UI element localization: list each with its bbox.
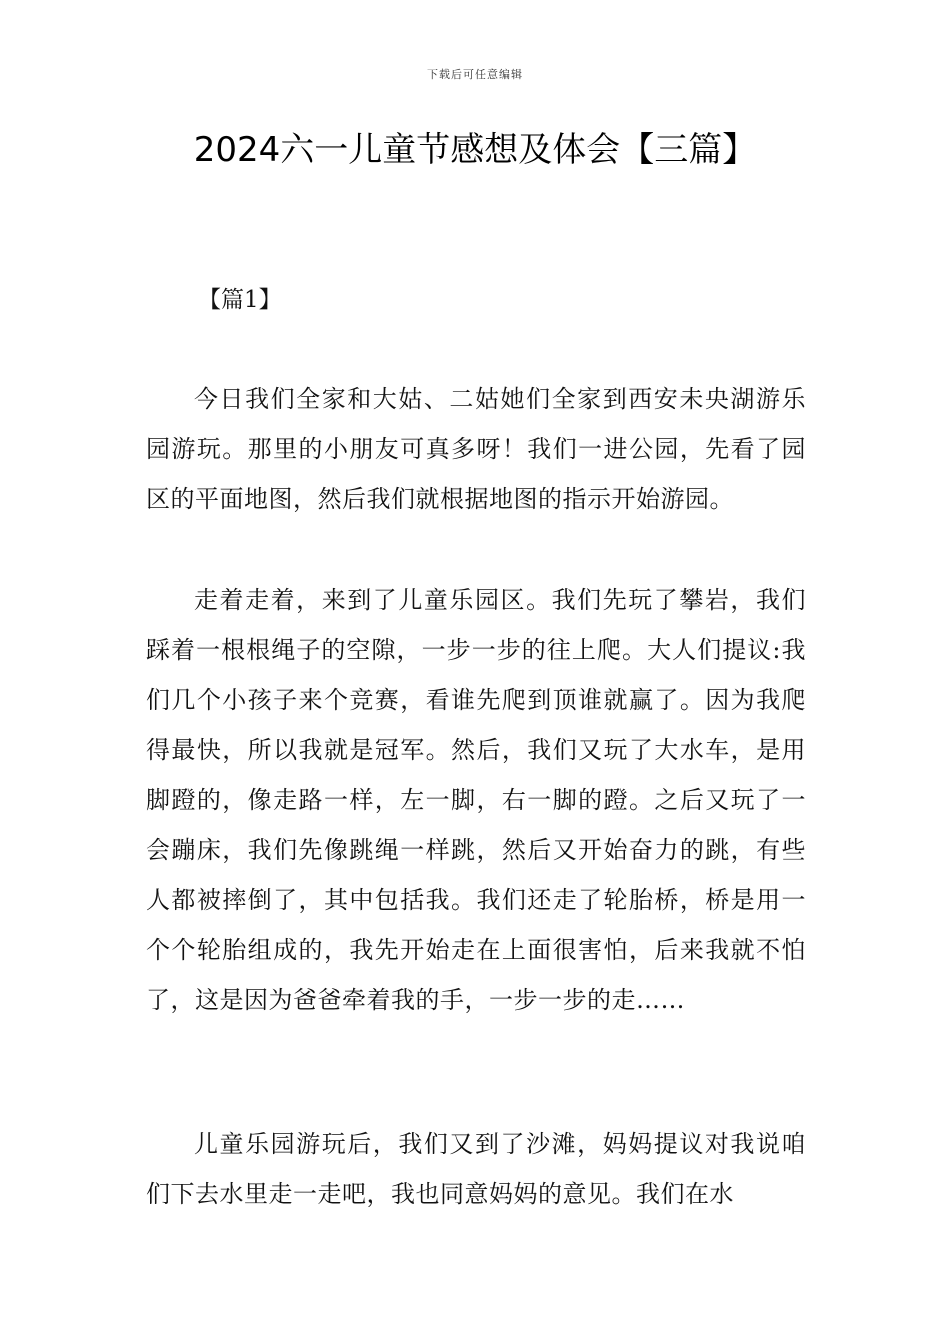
document-title: 2024六一儿童节感想及体会【三篇】 — [193, 130, 757, 170]
section-label: 【篇1】 — [198, 287, 282, 313]
paragraph-3: 儿童乐园游玩后，我们又到了沙滩，妈妈提议对我说咱们下去水里走一走吧，我也同意妈妈的意见。我们在水 — [146, 1130, 806, 1208]
page-header-note: 下载后可任意编辑 — [427, 68, 523, 81]
paragraph-2: 走着走着，来到了儿童乐园区。我们先玩了攀岩，我们踩着一根根绳子的空隙，一步一步的往上爬。大人们提议:我们几个小孩子来个竞赛，看谁先爬到顶谁就赢了。因为我爬得最快，所以我就是冠军。然后，我们又玩了大水车，是用脚蹬的，像走路一样，左一脚，右一脚的蹬。之后又玩了一会蹦床，我们先像跳绳一样跳，然后又开始奋力的跳，有些人都被摔倒了，其中包括我。我们还走了轮胎桥，桥是用一个个轮胎组成的，我先开始走在上面很害怕，后来我就不怕了，这是因为爸爸牵着我的手，一步一步的走…… — [146, 586, 806, 1014]
paragraph-1: 今日我们全家和大姑、二姑她们全家到西安未央湖游乐园游玩。那里的小朋友可真多呀！我们一进公园，先看了园区的平面地图，然后我们就根据地图的指示开始游园。 — [146, 385, 806, 513]
